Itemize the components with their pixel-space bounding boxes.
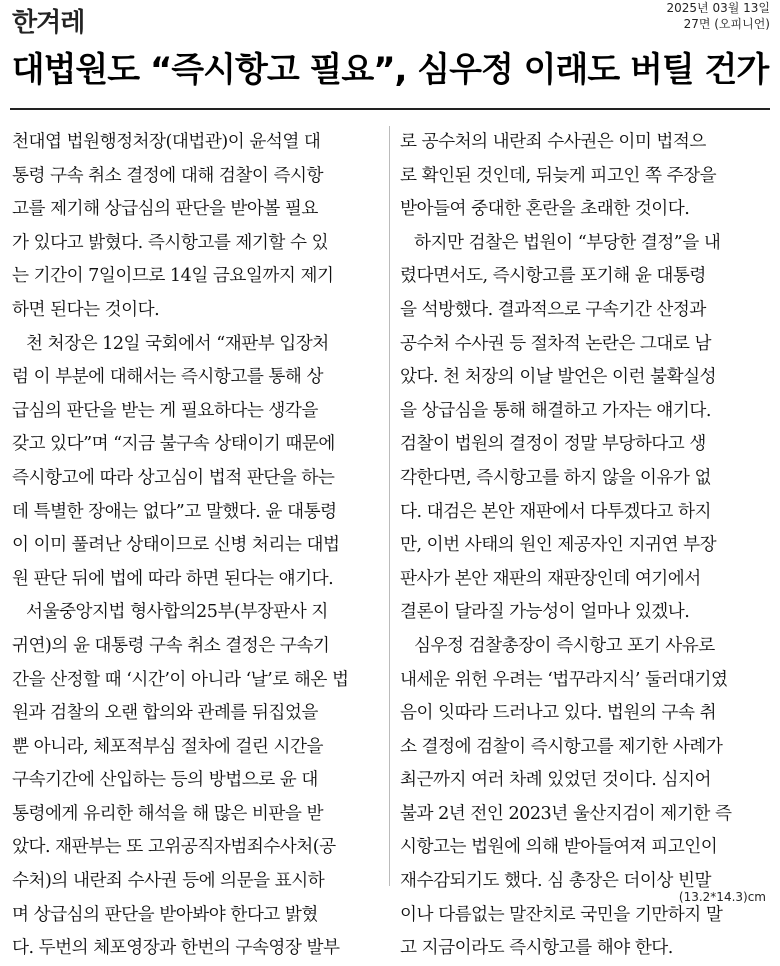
article-line: 수처)의 내란죄 수사권 등에 의문을 표시하 bbox=[12, 871, 325, 892]
article-line: 고를 제기해 상급심의 판단을 받아볼 필요 bbox=[12, 199, 318, 220]
article-line: 통령 구속 취소 결정에 대해 검찰이 즉시항 bbox=[12, 165, 323, 186]
article-line: 하지만 검찰은 법원이 “부당한 결정”을 내 bbox=[414, 232, 721, 253]
article-line: 최근까지 여러 차례 있었던 것이다. 심지어 bbox=[400, 770, 711, 791]
article-line: 간을 산정할 때 ‘시간’이 아니라 ‘날’로 해온 법 bbox=[12, 669, 349, 690]
article-line: 천 처장은 12일 국회에서 “재판부 입장처 bbox=[26, 333, 329, 354]
article-line: 판사가 본안 재판의 재판장인데 여기에서 bbox=[400, 568, 701, 589]
article-line: 데 특별한 장애는 없다”고 말했다. 윤 대통령 bbox=[12, 501, 337, 522]
article-line: 공수처 수사권 등 절차적 논란은 그대로 남 bbox=[400, 333, 711, 354]
article-line: 음이 잇따라 드러나고 있다. 법원의 구속 취 bbox=[400, 703, 717, 724]
article-line: 다. 대검은 본안 재판에서 다투겠다고 하지 bbox=[400, 501, 711, 522]
article-line: 각한다면, 즉시항고를 하지 않을 이유가 없 bbox=[400, 467, 711, 488]
headline-rule bbox=[10, 108, 770, 110]
article-line: 불과 2년 전인 2023년 울산지검이 제기한 즉 bbox=[400, 803, 732, 824]
article-line: 만, 이번 사태의 원인 제공자인 지귀연 부장 bbox=[400, 535, 717, 556]
article-line: 이나 다름없는 말잔치로 국민을 기만하지 말 bbox=[400, 904, 723, 925]
article-line: 가 있다고 밝혔다. 즉시항고를 제기할 수 있 bbox=[12, 232, 329, 253]
article-line: 구속기간에 산입하는 등의 방법으로 윤 대 bbox=[12, 770, 318, 791]
article-line: 재수감되기도 했다. 심 총장은 더이상 빈말 bbox=[400, 871, 711, 892]
article-line: 는 기간이 7일이므로 14일 금요일까지 제기 bbox=[12, 266, 334, 287]
article-line: 서울중앙지법 형사합의25부(부장판사 지 bbox=[26, 602, 328, 623]
article-line: 원과 검찰의 오랜 합의와 관례를 뒤집었을 bbox=[12, 703, 318, 724]
article-line: 즉시항고에 따라 상고심이 법적 판단을 하는 bbox=[12, 467, 335, 488]
column-divider bbox=[389, 126, 390, 886]
article-line: 이 이미 풀려난 상태이므로 신병 처리는 대법 bbox=[12, 535, 340, 556]
article-line: 로 확인된 것인데, 뒤늦게 피고인 쪽 주장을 bbox=[400, 165, 717, 186]
article-line: 귀연)의 윤 대통령 구속 취소 결정은 구속기 bbox=[12, 635, 330, 656]
article-line: 내세운 위헌 우려는 ‘법꾸라지식’ 둘러대기였 bbox=[400, 669, 728, 690]
page-section: 27면 (오피니언) bbox=[683, 17, 770, 31]
article-line: 시항고는 법원에 의해 받아들여져 피고인이 bbox=[400, 837, 718, 858]
editorial-headline: 대법원도 “즉시항고 필요”, 심우정 이래도 버틸 건가 bbox=[11, 50, 769, 90]
article-line: 하면 된다는 것이다. bbox=[12, 299, 160, 320]
article-line: 을 상급심을 통해 해결하고 가자는 얘기다. bbox=[400, 400, 711, 421]
article-line: 천대엽 법원행정처장(대법관)이 윤석열 대 bbox=[12, 132, 321, 152]
article-line: 소 결정에 검찰이 즉시항고를 제기한 사례가 bbox=[400, 736, 723, 757]
edition-meta bbox=[667, 0, 770, 32]
article-line: 급심의 판단을 받는 게 필요하다는 생각을 bbox=[12, 400, 318, 421]
article-line: 았다. 재판부는 또 고위공직자범죄수사처(공 bbox=[12, 837, 336, 858]
article-column-left bbox=[12, 126, 380, 966]
newspaper-logo: 한겨레 bbox=[12, 8, 85, 38]
article-line: 로 공수처의 내란죄 수사권은 이미 법적으 bbox=[400, 132, 706, 152]
article-line: 뿐 아니라, 체포적부심 절차에 걸린 시간을 bbox=[12, 736, 323, 757]
article-line: 심우정 검찰총장이 즉시항고 포기 사유로 bbox=[414, 635, 715, 656]
article-line: 갖고 있다”며 “지금 불구속 상태이기 때문에 bbox=[12, 434, 335, 455]
issue-date: 2025년 03월 13일 bbox=[666, 1, 770, 15]
article-line: 았다. 천 처장의 이날 발언은 이런 불확실성 bbox=[400, 367, 717, 388]
article-line: 검찰이 법원의 결정이 정말 부당하다고 생 bbox=[400, 434, 706, 455]
article-line: 통령에게 유리한 해석을 해 많은 비판을 받 bbox=[12, 803, 323, 824]
article-line: 받아들여 중대한 혼란을 초래한 것이다. bbox=[400, 199, 690, 220]
article-line: 다. 두번의 체포영장과 한번의 구속영장 발부 bbox=[12, 938, 340, 959]
article-line: 고 지금이라도 즉시항고를 해야 한다. bbox=[400, 938, 673, 959]
article-line: 며 상급심의 판단을 받아봐야 한다고 밝혔 bbox=[12, 904, 318, 925]
article-line: 원 판단 뒤에 법에 따라 하면 된다는 얘기다. bbox=[12, 568, 334, 589]
article-size-note: (13.2*14.3)cm bbox=[678, 890, 766, 904]
article-line: 럼 이 부분에 대해서는 즉시항고를 통해 상 bbox=[12, 367, 323, 388]
article-line: 렸다면서도, 즉시항고를 포기해 윤 대통령 bbox=[400, 266, 706, 287]
article-column-right bbox=[400, 126, 768, 966]
article-line: 을 석방했다. 결과적으로 구속기간 산정과 bbox=[400, 299, 706, 320]
article-line: 결론이 달라질 가능성이 얼마나 있겠나. bbox=[400, 602, 690, 623]
